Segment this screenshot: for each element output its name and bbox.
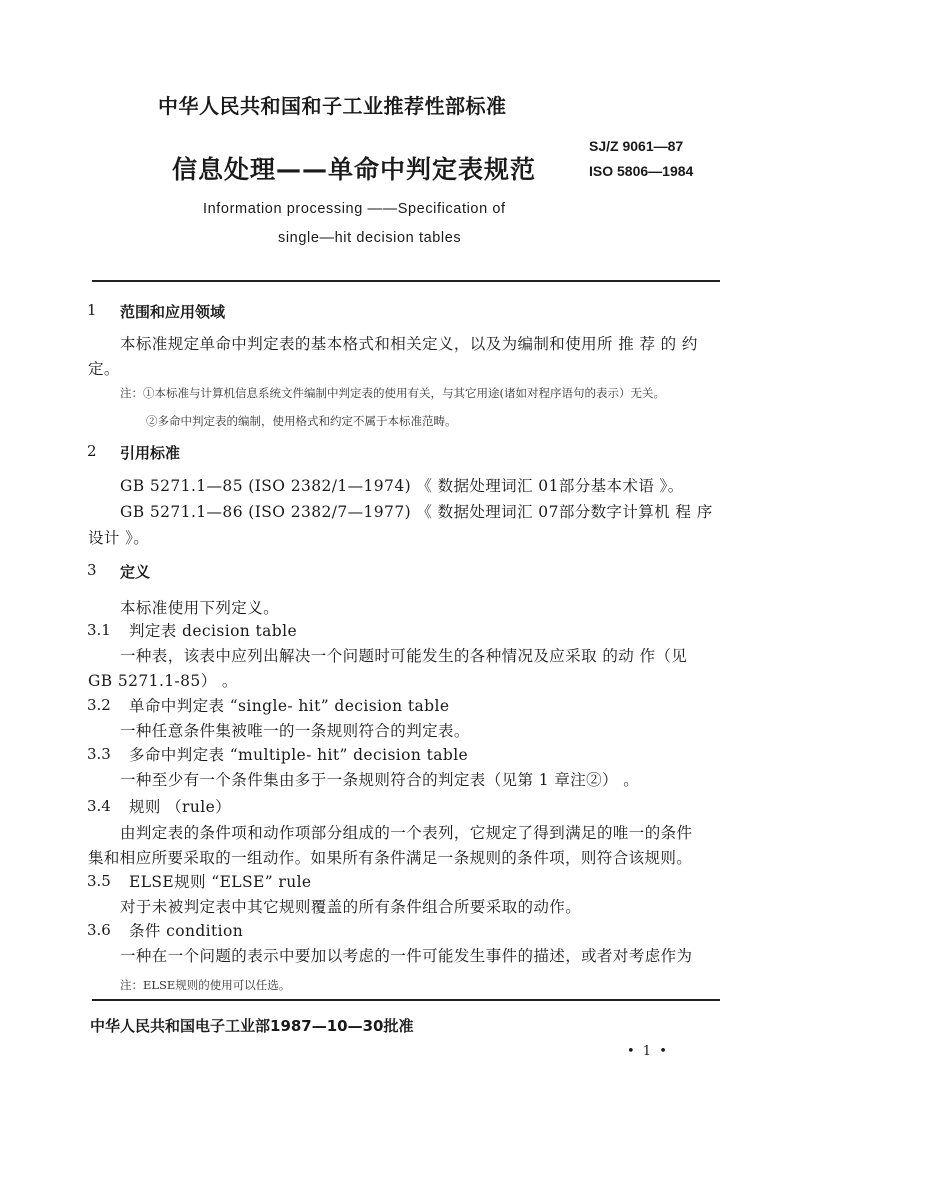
definition-line: 一种至少有一个条件集由多于一条规则符合的判定表（见第 1 章注②） 。 (120, 771, 640, 789)
definition-line: 一种表，该表中应列出解决一个问题时可能发生的各种情况及应采取 的动 作（见 (120, 647, 688, 665)
definition-term: 单命中判定表 “single- hit” decision table (129, 697, 450, 715)
section-number: 1 (87, 301, 97, 319)
document-title: 信息处理——单命中判定表规范 (172, 155, 537, 184)
definition-line: GB 5271.1-85） 。 (88, 672, 238, 690)
footnote: 注：ELSE规则的使用可以任选。 (120, 978, 291, 992)
standard-code-sj: SJ/Z 9061—87 (589, 138, 684, 154)
note-line: 注：①本标准与计算机信息系统文件编制中判定表的使用有关，与其它用途(诸如对程序语句的表示）无关。 (120, 386, 665, 400)
definition-number: 3.5 (87, 872, 111, 890)
section-heading: 引用标准 (120, 444, 181, 462)
definition-line: 一种在一个问题的表示中要加以考虑的一件可能发生事件的描述，或者对考虑作为 (120, 947, 693, 965)
paragraph-line: 本标准使用下列定义。 (120, 599, 280, 617)
footer-divider (92, 999, 720, 1001)
ministry-title: 中华人民共和国和子工业推荐性部标准 (158, 94, 507, 118)
definition-term: 条件 condition (129, 922, 244, 940)
definition-number: 3.2 (87, 696, 111, 714)
definition-number: 3.6 (87, 921, 111, 939)
english-title-line1: Information processing ——Specification of (203, 201, 506, 217)
section-heading: 定义 (120, 563, 151, 581)
reference-line: GB 5271.1—86 (ISO 2382/7—1977) 《 数据处理词汇 07部分数字计算机 程 序 (120, 503, 713, 521)
definition-line: 对于未被判定表中其它规则覆盖的所有条件组合所要采取的动作。 (120, 898, 582, 916)
definition-line: 集和相应所要采取的一组动作。如果所有条件满足一条规则的条件项，则符合该规则。 (88, 849, 693, 867)
definition-line: 由判定表的条件项和动作项部分组成的一个表列，它规定了得到满足的唯一的条件 (120, 824, 693, 842)
definition-term: ELSE规则 “ELSE” rule (129, 873, 312, 891)
section-heading: 范围和应用领域 (120, 303, 226, 321)
definition-number: 3.1 (87, 621, 111, 639)
page-number: • 1 • (627, 1044, 669, 1059)
reference-line: GB 5271.1—85 (ISO 2382/1—1974) 《 数据处理词汇 01部分基本术语 》。 (120, 477, 684, 495)
definition-term: 判定表 decision table (129, 622, 298, 640)
approval-line: 中华人民共和国电子工业部1987—10—30批准 (90, 1017, 414, 1035)
reference-line: 设计 》。 (88, 529, 150, 547)
paragraph-line: 定。 (88, 360, 120, 378)
definition-number: 3.3 (87, 745, 111, 763)
section-number: 2 (87, 442, 97, 460)
note-line: ②多命中判定表的编制，使用格式和约定不属于本标准范畴。 (146, 414, 457, 428)
english-title-line2: single—hit decision tables (278, 230, 462, 246)
definition-number: 3.4 (87, 797, 111, 815)
definition-term: 规则 （rule） (129, 798, 232, 816)
definition-line: 一种任意条件集被唯一的一条规则符合的判定表。 (120, 722, 470, 740)
header-divider (92, 280, 720, 282)
definition-term: 多命中判定表 “multiple- hit” decision table (129, 746, 469, 764)
standard-code-iso: ISO 5806—1984 (589, 163, 694, 179)
paragraph-line: 本标准规定单命中判定表的基本格式和相关定义，以及为编制和使用所 推 荐 的 约 (120, 335, 698, 353)
section-number: 3 (87, 561, 97, 579)
